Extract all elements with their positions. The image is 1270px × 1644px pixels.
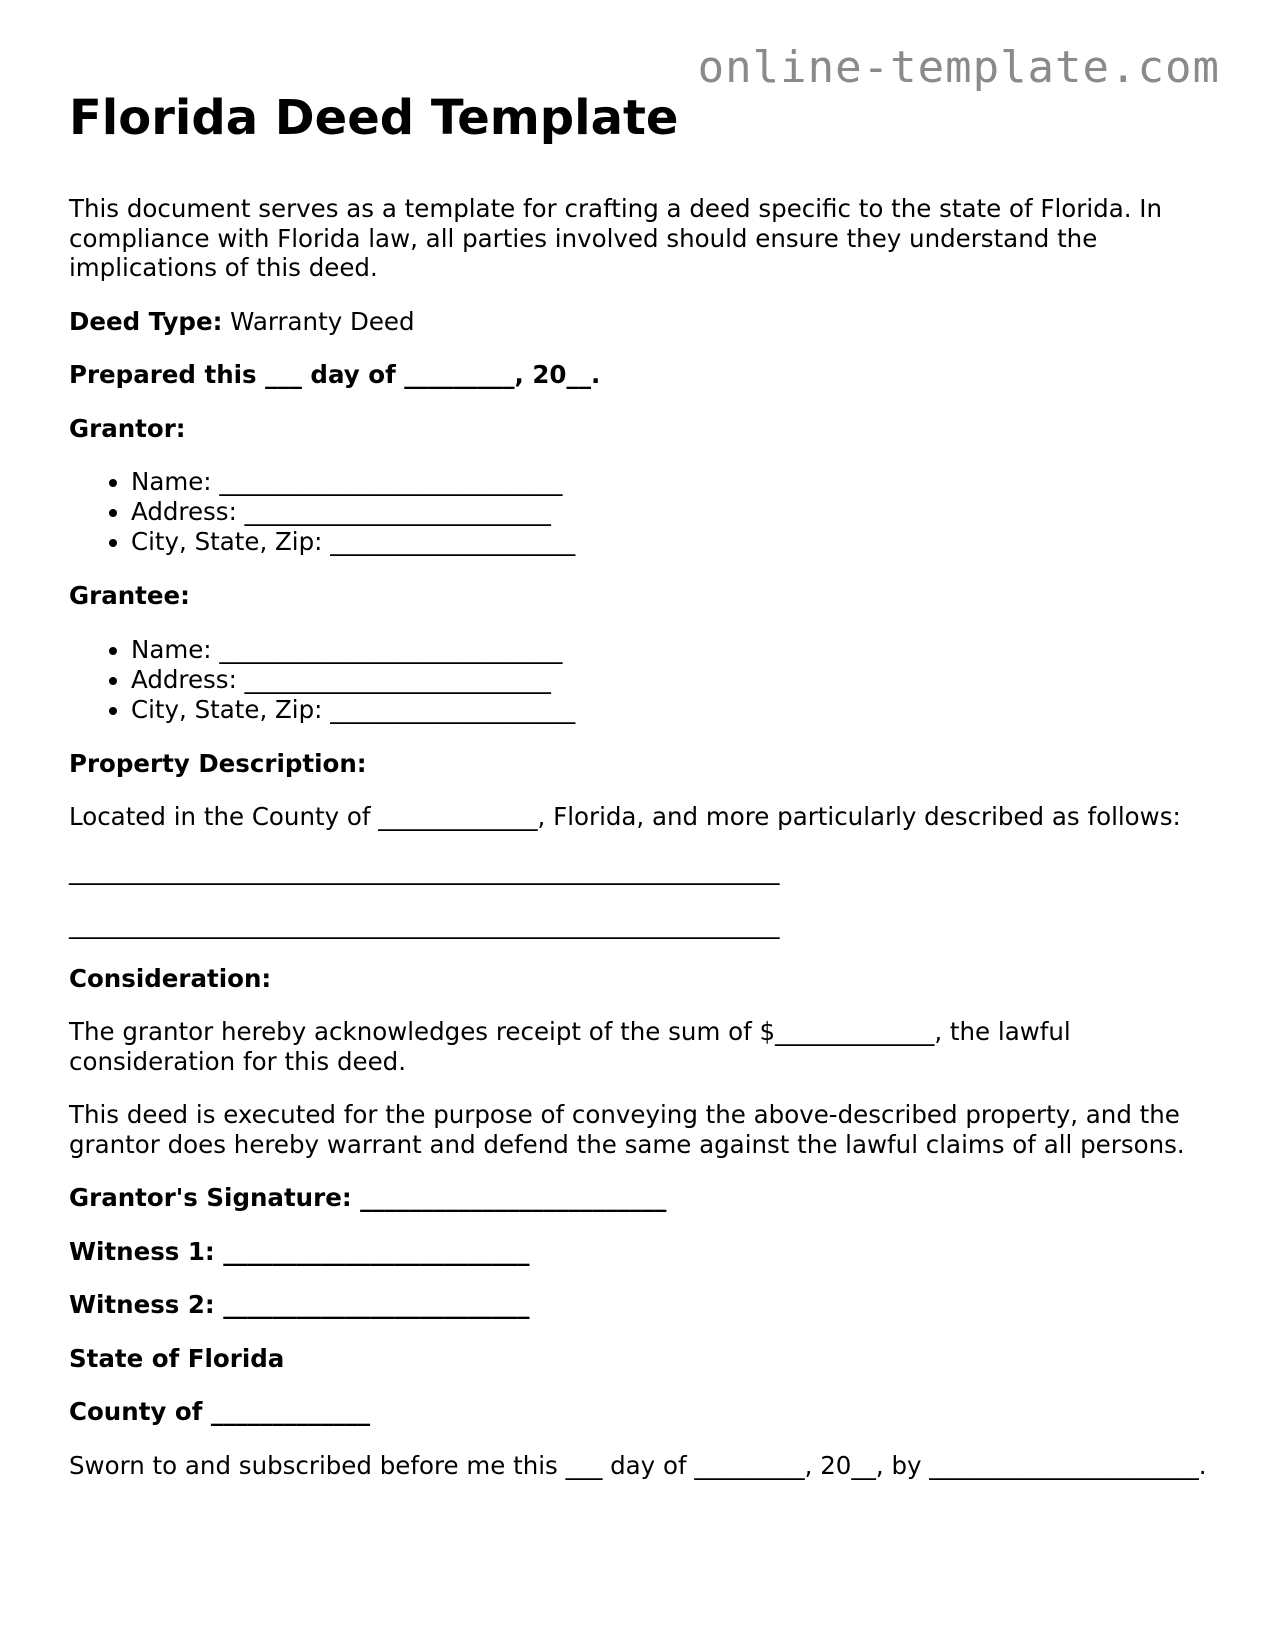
consideration-heading: Consideration: — [69, 963, 272, 993]
site-watermark: online-template.com — [697, 42, 1220, 93]
property-description-line-1: __________________________________________________________ — [69, 855, 780, 885]
witness-1-line: Witness 1: _________________________ — [69, 1236, 530, 1266]
document-title: Florida Deed Template — [69, 90, 679, 146]
deed-type-value: Warranty Deed — [222, 306, 415, 336]
grantor-name-field: • Name: ____________________________ — [131, 467, 1209, 497]
property-description-line-2: __________________________________________________________ — [69, 909, 780, 939]
grantee-heading: Grantee: — [69, 581, 190, 610]
grantor-city-state-zip-field: • City, State, Zip: ____________________ — [131, 527, 1209, 557]
intro-paragraph: This document serves as a template for crafting a deed specific to the state of Florida. In compliance with Florida law, all parties involved should ensure they understand the implications of this deed. — [69, 194, 1163, 282]
grantee-name-field: • Name: ____________________________ — [131, 635, 1209, 665]
property-location-text: Located in the County of _____________, Florida, and more particularly described as follows: — [69, 802, 1181, 831]
grantor-signature-line: Grantor's Signature: _________________________ — [69, 1183, 667, 1212]
deed-type-label: Deed Type: — [69, 306, 223, 336]
property-heading: Property Description: — [69, 748, 367, 778]
grantee-address-field: • Address: _________________________ — [131, 665, 1209, 695]
grantee-city-state-zip-field: • City, State, Zip: ____________________ — [131, 695, 1209, 725]
witness-2-line: Witness 2: _________________________ — [69, 1290, 530, 1319]
grantor-fields — [69, 467, 1209, 557]
conveyance-text: This deed is executed for the purpose of conveying the above-described property, and the grantor does hereby warrant and defend the same against the lawful claims of all persons. — [69, 1100, 1185, 1159]
prepared-date-line: Prepared this ___ day of _________, 20__. — [69, 360, 601, 389]
grantor-heading: Grantor: — [69, 413, 186, 443]
notary-county: County of _____________ — [69, 1397, 371, 1426]
grantor-address-field: • Address: _________________________ — [131, 497, 1209, 527]
notary-state: State of Florida — [69, 1343, 285, 1373]
consideration-text: The grantor hereby acknowledges receipt of the sum of $_____________, the lawful consideration for this deed. — [69, 1017, 1071, 1076]
grantee-fields — [69, 635, 1209, 725]
deed-document — [69, 86, 1209, 1504]
notary-sworn-statement: Sworn to and subscribed before me this ___ day of _________, 20__, by ______________________. — [69, 1450, 1207, 1480]
deed-type-line — [69, 307, 1209, 337]
